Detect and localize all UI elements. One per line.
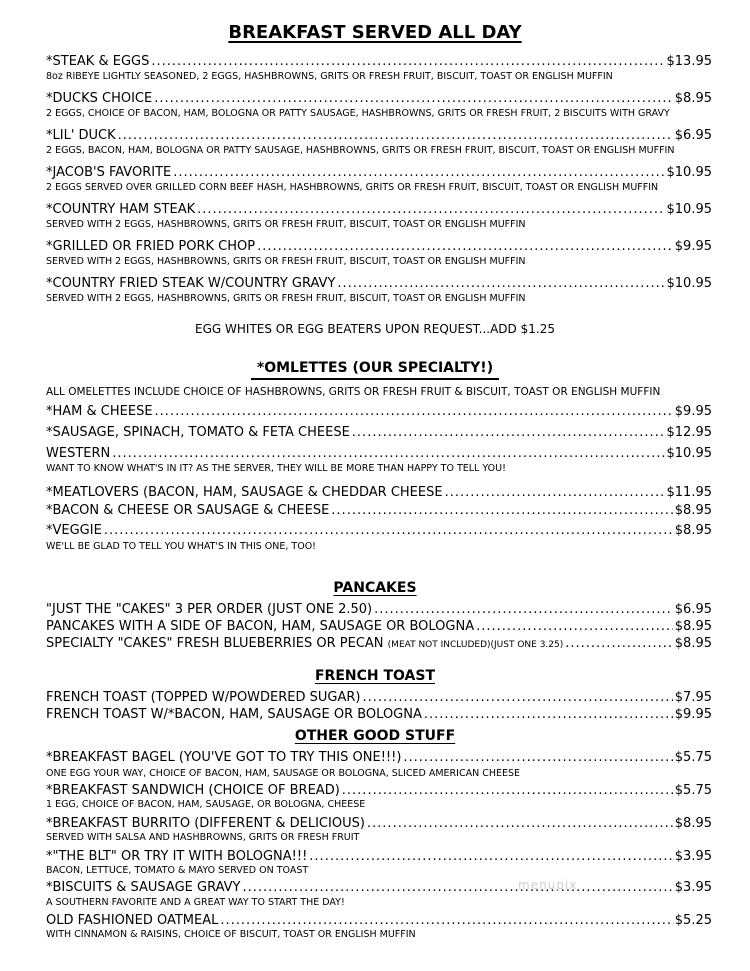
item-description: SERVED WITH 2 EGGS, HASHBROWNS, GRITS OR FRESH FRUIT, BISCUIT, TOAST OR ENGLISH MUFFIN xyxy=(46,293,526,304)
menu-item: SPECIALTY "CAKES" FRESH BLUEBERRIES OR PECAN (MEAT NOT INCLUDED)(JUST ONE 3.25) ..... $8.95 xyxy=(46,636,712,651)
menu-item: *BREAKFAST BURRITO (DIFFERENT & DELICIOUS) ..... $8.95 xyxy=(46,816,712,831)
menu-item: FRENCH TOAST (TOPPED W/POWDERED SUGAR) ..... $7.95 xyxy=(46,690,712,705)
menu-item: *COUNTRY HAM STEAK ..... $10.95 xyxy=(46,202,712,217)
section-heading-french-toast: FRENCH TOAST xyxy=(314,668,436,684)
menu-item: *BACON & CHEESE OR SAUSAGE & CHEESE ..... $8.95 xyxy=(46,503,712,518)
item-description: WANT TO KNOW WHAT'S IN IT? AS THE SERVER, THEY WILL BE MORE THAN HAPPY TO TELL YOU! xyxy=(46,463,506,474)
item-description: 2 EGGS, BACON, HAM, BOLOGNA OR PATTY SAUSAGE, HASHBROWNS, GRITS OR FRESH FRUIT, BISCUIT, TOAST OR ENGLISH MUFFIN xyxy=(46,145,675,156)
item-description: WITH CINNAMON & RAISINS, CHOICE OF BISCUIT, TOAST OR ENGLISH MUFFIN xyxy=(46,929,416,940)
menu-item: *SAUSAGE, SPINACH, TOMATO & FETA CHEESE ..... $12.95 xyxy=(46,425,712,440)
menu-item: "JUST THE "CAKES" 3 PER ORDER (JUST ONE 2.50) ..... $6.95 xyxy=(46,602,712,617)
menu-item: FRENCH TOAST W/*BACON, HAM, SAUSAGE OR BOLOGNA ..... $9.95 xyxy=(46,707,712,722)
item-description: SERVED WITH 2 EGGS, HASHBROWNS, GRITS OR FRESH FRUIT, BISCUIT, TOAST OR ENGLISH MUFFIN xyxy=(46,256,526,267)
menu-item: *COUNTRY FRIED STEAK W/COUNTRY GRAVY ..... $10.95 xyxy=(46,276,712,291)
item-description: BACON, LETTUCE, TOMATO & MAYO SERVED ON TOAST xyxy=(46,865,309,876)
item-description: SERVED WITH 2 EGGS, HASHBROWNS, GRITS OR FRESH FRUIT, BISCUIT, TOAST OR ENGLISH MUFFIN xyxy=(46,219,526,230)
menu-item: *JACOB'S FAVORITE ..... $10.95 xyxy=(46,165,712,180)
menu-item: WESTERN ..... $10.95 xyxy=(46,446,712,461)
menu-item: *STEAK & EGGS ..... $13.95 xyxy=(46,54,712,69)
menu-item: *BREAKFAST SANDWICH (CHOICE OF BREAD) ..... $5.75 xyxy=(46,783,712,798)
menu-item: PANCAKES WITH A SIDE OF BACON, HAM, SAUSAGE OR BOLOGNA ..... $8.95 xyxy=(46,619,712,634)
item-description: WE'LL BE GLAD TO TELL YOU WHAT'S IN THIS ONE, TOO! xyxy=(46,541,316,552)
section-heading-pancakes: PANCAKES xyxy=(333,580,417,596)
item-description: 2 EGGS, CHOICE OF BACON, HAM, BOLOGNA OR PATTY SAUSAGE, HASHBROWNS, GRITS OR FRESH FRUIT, 2 BISCUITS WITH GRAVY xyxy=(46,108,670,119)
item-description: SERVED WITH SALSA AND HASHBROWNS, GRITS OR FRESH FRUIT xyxy=(46,832,360,843)
menu-item: *DUCKS CHOICE ..... $8.95 xyxy=(46,91,712,106)
menu-item: *BREAKFAST BAGEL (YOU'VE GOT TO TRY THIS ONE!!!) ..... $5.75 xyxy=(46,750,712,765)
item-description: 1 EGG, CHOICE OF BACON, HAM, SAUSAGE, OR BOLOGNA, CHEESE xyxy=(46,799,366,810)
item-description: 2 EGGS SERVED OVER GRILLED CORN BEEF HASH, HASHBROWNS, GRITS OR FRESH FRUIT, BISCUIT, TOAST OR ENGLISH MUFFIN xyxy=(46,182,659,193)
page-title: BREAKFAST SERVED ALL DAY xyxy=(228,22,522,43)
menu-item: *MEATLOVERS (BACON, HAM, SAUSAGE & CHEDDAR CHEESE ..... $11.95 xyxy=(46,485,712,500)
item-description: 8oz RIBEYE LIGHTLY SEASONED, 2 EGGS, HASHBROWNS, GRITS OR FRESH FRUIT, BISCUIT, TOAST OR ENGLISH MUFFIN xyxy=(46,71,613,82)
menu-item: *HAM & CHEESE ..... $9.95 xyxy=(46,404,712,419)
egg-note: EGG WHITES OR EGG BEATERS UPON REQUEST...ADD $1.25 xyxy=(195,322,555,336)
menu-item: *GRILLED OR FRIED PORK CHOP ..... $9.95 xyxy=(46,239,712,254)
menu-item: OLD FASHIONED OATMEAL ..... $5.25 xyxy=(46,913,712,928)
section-heading-other: OTHER GOOD STUFF xyxy=(294,728,456,744)
menu-item: *VEGGIE ..... $8.95 xyxy=(46,523,712,538)
menu-item: *BISCUITS & SAUSAGE GRAVY ..... $3.95 xyxy=(46,880,712,895)
menu-item: *"THE BLT" OR TRY IT WITH BOLOGNA!!! ..... $3.95 xyxy=(46,849,712,864)
omelettes-intro: ALL OMELETTES INCLUDE CHOICE OF HASHBROWNS, GRITS OR FRESH FRUIT & BISCUIT, TOAST OR ENGLISH MUFFIN xyxy=(46,386,661,398)
item-description: A SOUTHERN FAVORITE AND A GREAT WAY TO START THE DAY! xyxy=(46,897,345,908)
item-description: ONE EGG YOUR WAY, CHOICE OF BACON, HAM, SAUSAGE OR BOLOGNA, SLICED AMERICAN CHEESE xyxy=(46,768,521,779)
menu-item: *LIL' DUCK ..... $6.95 xyxy=(46,128,712,143)
watermark: menupix xyxy=(518,878,578,892)
section-heading-omelettes: *OMLETTES (OUR SPECIALTY!) xyxy=(0,360,750,380)
